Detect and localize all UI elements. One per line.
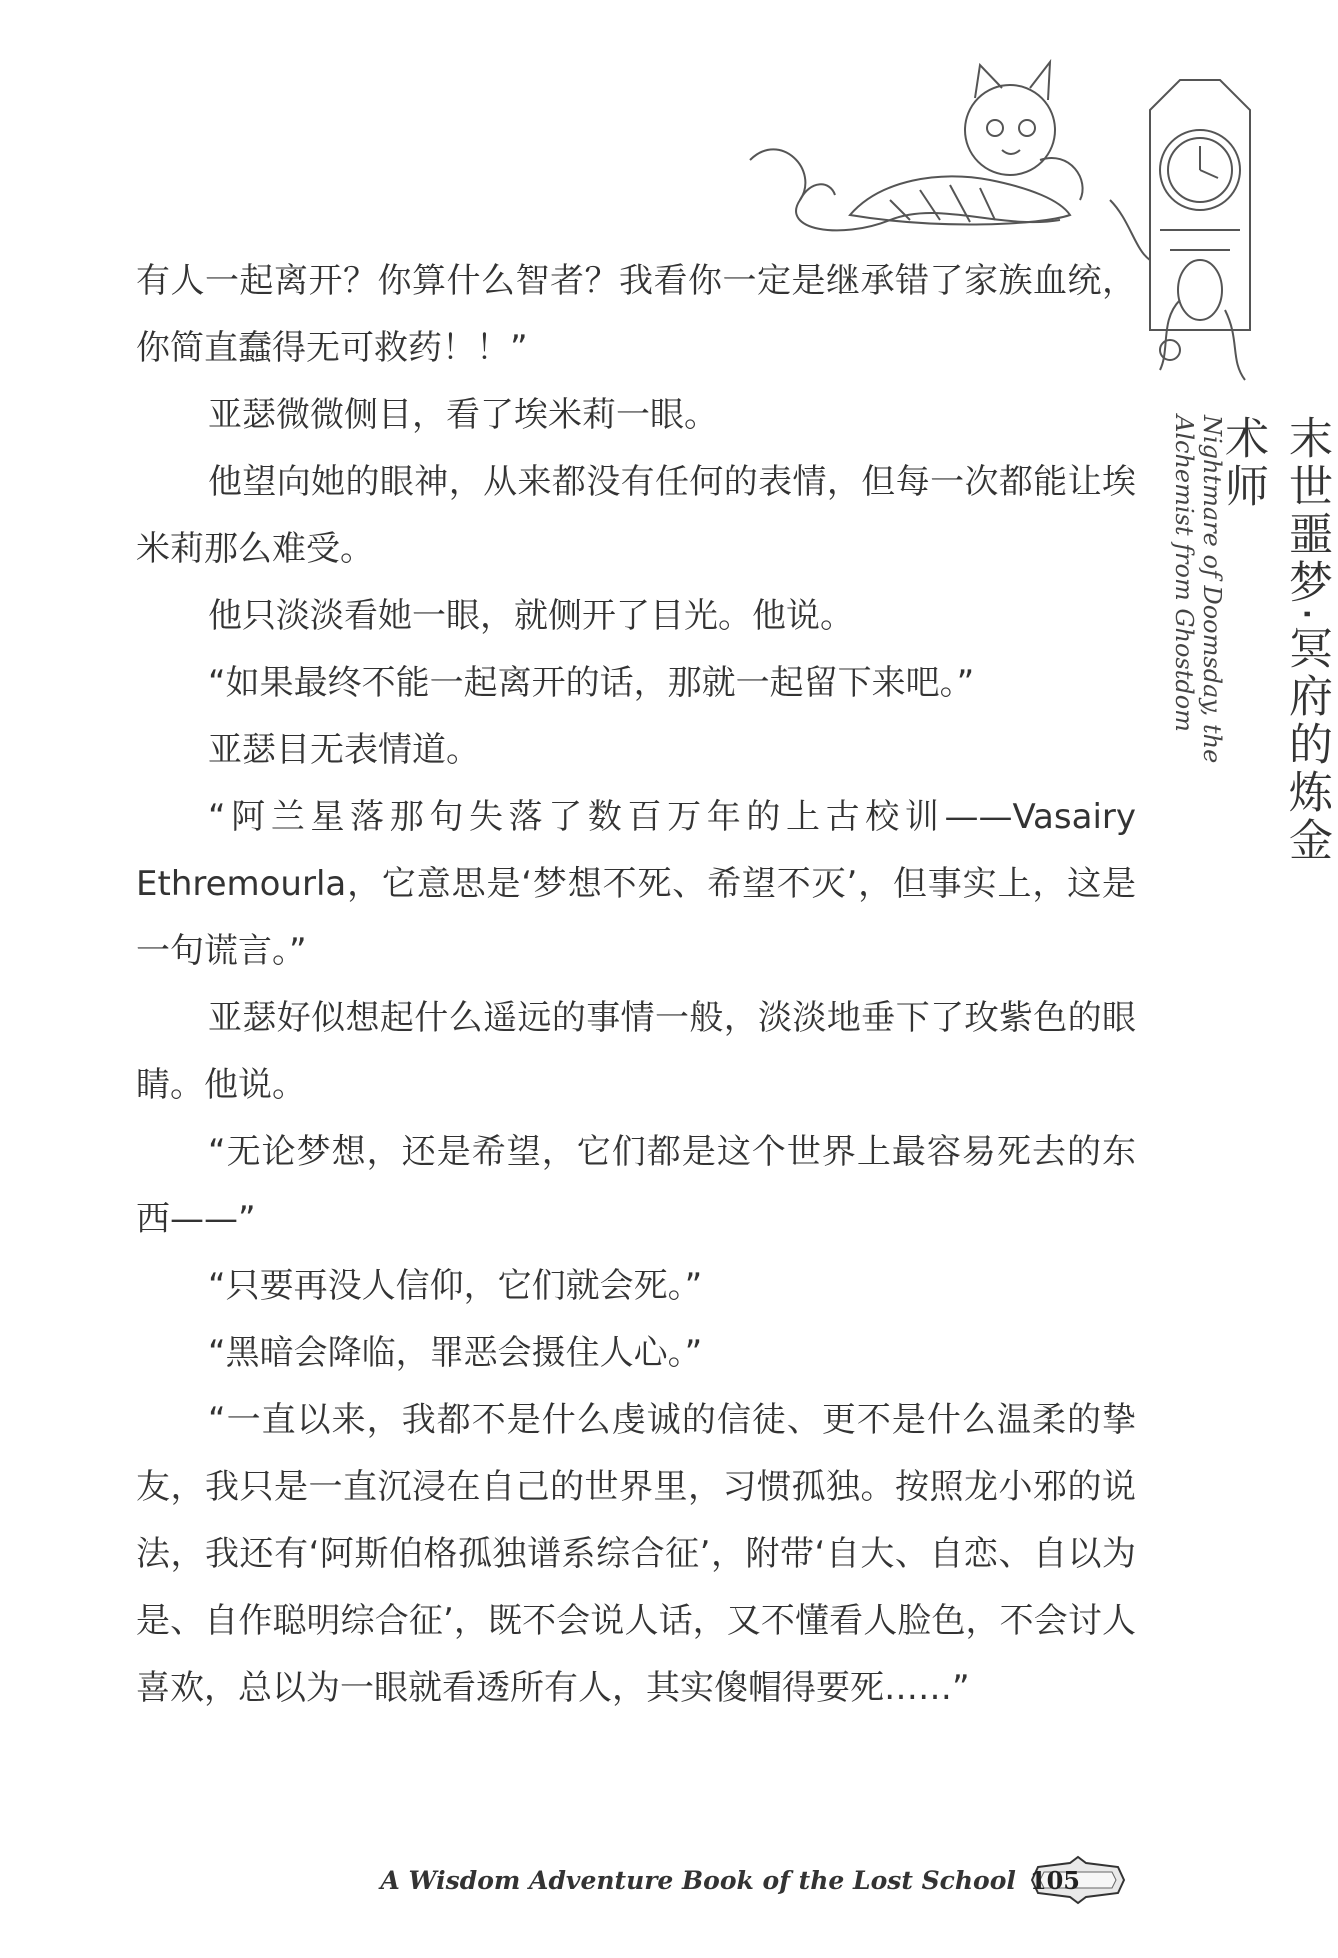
paragraph: 亚瑟目无表情道。 bbox=[208, 730, 480, 770]
series-title-vertical bbox=[1170, 415, 1332, 875]
paragraph: “黑暗会降临，罪恶会摄住人心。” bbox=[208, 1333, 703, 1373]
page-footer bbox=[380, 1855, 1080, 1905]
page-number: 105 bbox=[1029, 1865, 1080, 1895]
series-title-chinese: 末世噩梦·冥府的炼金术师 bbox=[1217, 415, 1332, 865]
paragraph: 他只淡淡看她一眼，就侧开了目光。他说。 bbox=[208, 596, 854, 636]
page-number-badge bbox=[1030, 1857, 1080, 1903]
paragraph: “如果最终不能一起离开的话，那就一起留下来吧。” bbox=[208, 663, 975, 703]
paragraph: “阿兰星落那句失落了数百万年的上古校训——Vasairy Ethremourla，它意思是‘梦想不死、希望不灭’，但事实上，这是一句谎言。” bbox=[136, 797, 1136, 971]
paragraph: 有人一起离开？你算什么智者？我看你一定是继承错了家族血统，你简直蠢得无可救药！！” bbox=[136, 261, 1136, 368]
paragraph: “只要再没人信仰，它们就会死。” bbox=[208, 1266, 703, 1306]
series-title-english: Nightmare of Doomsday, the Alchemist from Ghostdom bbox=[1170, 415, 1226, 764]
paragraph: 亚瑟好似想起什么遥远的事情一般，淡淡地垂下了玫紫色的眼睛。他说。 bbox=[136, 998, 1136, 1105]
paragraph: 他望向她的眼神，从来都没有任何的表情，但每一次都能让埃米莉那么难受。 bbox=[136, 462, 1136, 569]
body-text bbox=[136, 248, 1136, 1722]
paragraph: 亚瑟微微侧目，看了埃米莉一眼。 bbox=[208, 395, 718, 435]
footer-series-title: A Wisdom Adventure Book of the Lost School bbox=[380, 1865, 1016, 1895]
paragraph: “无论梦想，还是希望，它们都是这个世界上最容易死去的东西——” bbox=[136, 1132, 1136, 1239]
paragraph: “一直以来，我都不是什么虔诚的信徒、更不是什么温柔的挚友，我只是一直沉浸在自己的世界里，习惯孤独。按照龙小邪的说法，我还有‘阿斯伯格孤独谱系综合征’，附带‘自大、自恋、自以为是、自作聪明综合征’，既不会说人话，又不懂看人脸色，不会讨人喜欢，总以为一眼就看透所有人，其实傻帽得要死……” bbox=[136, 1400, 1136, 1708]
